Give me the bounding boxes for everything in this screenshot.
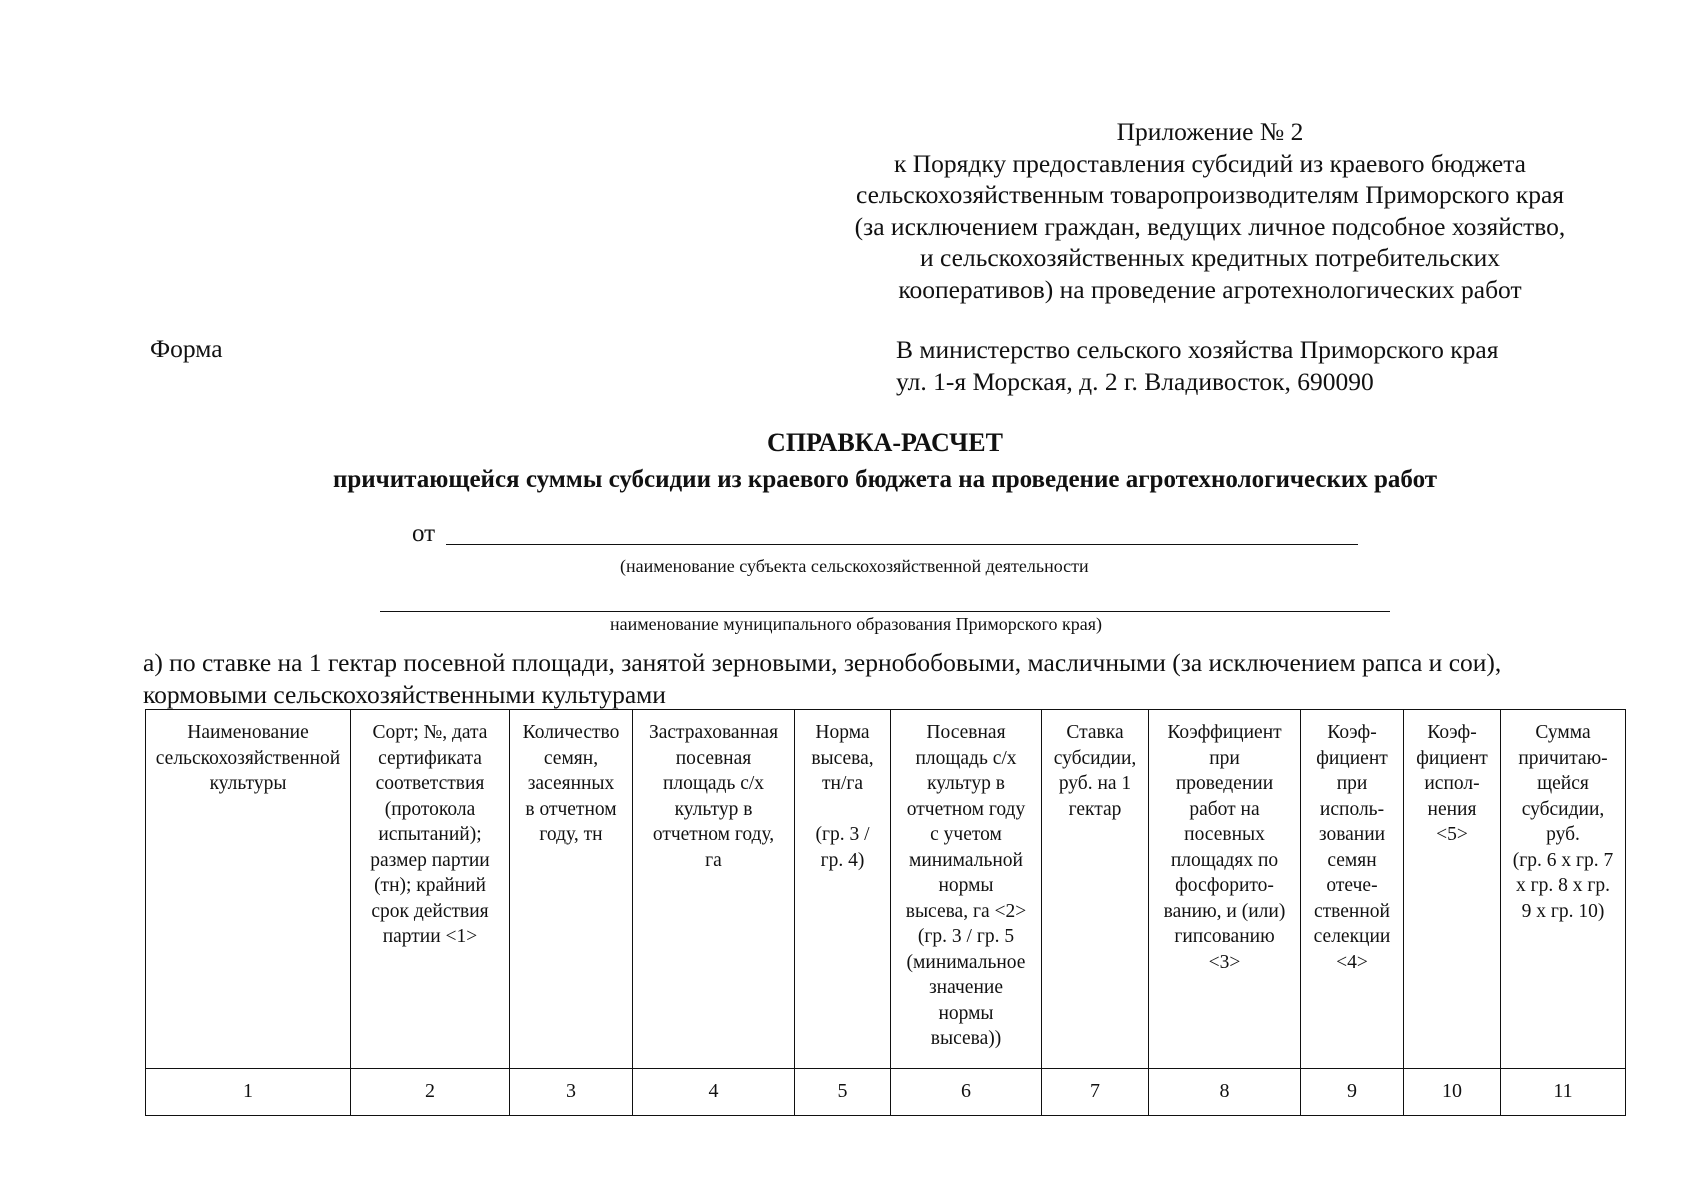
column-number-cell: 8 [1149, 1069, 1301, 1116]
header-cell-line: значение [928, 977, 1003, 998]
header-cell-line: посевная [675, 747, 752, 769]
header-cell-line: <5> [1436, 824, 1468, 845]
header-cell-line: нормы [938, 875, 994, 896]
header-cell-line: га [705, 849, 722, 871]
column-number-cell: 6 [891, 1069, 1042, 1116]
header-cell-line: с учетом [930, 824, 1002, 845]
header-cell-line: высева, [811, 747, 874, 769]
header-cell-line: х гр. 8 х гр. [1516, 875, 1610, 896]
header-cell-line: Посевная [926, 722, 1006, 743]
header-cell-line: (гр. 3 / [815, 824, 870, 845]
header-cell-line: <4> [1336, 951, 1368, 973]
header-cell-line: фициент [1416, 747, 1488, 769]
header-cell-line: площадь с/х [915, 747, 1017, 769]
header-cell-line: при [1209, 747, 1240, 769]
header-cell-line: руб. на 1 [1058, 773, 1132, 794]
header-cell-line: (минимальное [906, 951, 1026, 973]
header-cell-line: <3> [1208, 951, 1241, 973]
table-header-row [146, 710, 1626, 1069]
header-cell-line: культуры [209, 773, 287, 794]
header-cell-line: селекции [1313, 926, 1391, 947]
header-cell-line: семян, [543, 747, 599, 769]
header-cell-line: исполь- [1319, 798, 1385, 820]
header-cell-line: отече- [1326, 875, 1378, 896]
header-cell-line: отчетном году [906, 798, 1026, 820]
header-cell-line: соответствия [375, 773, 485, 794]
header-cell-line: ванию, и (или) [1163, 900, 1286, 922]
header-cell-line: проведении [1175, 773, 1274, 794]
header-cell-line: площадях по [1170, 849, 1279, 871]
header-cell-line: сертификата [378, 747, 482, 769]
column-number-cell: 2 [351, 1069, 510, 1116]
entity-name-line [446, 544, 1358, 545]
column-number-cell: 7 [1042, 1069, 1149, 1116]
appendix-line: Приложение № 2 [1116, 117, 1304, 146]
header-cell-line: руб. [1546, 824, 1580, 845]
header-cell-line: размер партии [370, 849, 490, 871]
header-cell-line: тн/га [821, 773, 864, 794]
header-cell-line: культур в [674, 798, 753, 820]
header-cell-line: сельскохозяйственной [155, 747, 341, 769]
header-cell-line: Наименование [187, 722, 309, 743]
header-cell-line: в отчетном [525, 798, 617, 820]
header-cell-line: (протокола [384, 798, 476, 820]
appendix-header [780, 116, 1640, 305]
header-cell [351, 710, 510, 1069]
header-cell [146, 710, 351, 1069]
header-cell-line: Застрахованная [648, 722, 779, 743]
column-number-cell: 4 [633, 1069, 795, 1116]
header-cell-line: семян [1327, 849, 1377, 871]
from-label: от [412, 520, 436, 547]
header-cell-line: высева)) [930, 1028, 1002, 1049]
column-number-cell: 9 [1301, 1069, 1404, 1116]
header-cell-line: Норма [815, 722, 870, 743]
header-cell-line: гипсованию [1174, 926, 1275, 947]
header-cell-line: срок действия [371, 900, 489, 922]
column-number-cell: 1 [146, 1069, 351, 1116]
document-subtitle: причитающейся суммы субсидии из краевого бюджета на проведение агротехнологических работ [332, 466, 1438, 493]
header-cell-line: щейся [1537, 773, 1589, 794]
appendix-line: (за исключением граждан, ведущих личное подсобное хозяйство, [854, 211, 1566, 241]
header-cell-line: минимальной [909, 849, 1023, 871]
document-title: СПРАВКА-РАСЧЕТ [767, 428, 1003, 457]
header-cell-line: культур в [927, 773, 1005, 794]
header-cell-line: Ставка [1066, 722, 1124, 743]
header-cell [891, 710, 1042, 1069]
header-cell-line: испол- [1424, 773, 1480, 794]
section-a-heading [143, 647, 1501, 711]
header-cell [1501, 710, 1626, 1069]
header-cell-line: Коэффициент [1167, 722, 1282, 743]
recipient-line-1: В министерство сельского хозяйства Приморского края [896, 335, 1499, 364]
header-cell [1404, 710, 1501, 1069]
header-cell-line: фосфорито- [1175, 875, 1274, 896]
header-cell-line: работ на [1189, 798, 1260, 820]
recipient-address [896, 334, 1498, 398]
header-cell-line: нормы [938, 1002, 994, 1024]
header-cell-line: нения [1427, 798, 1477, 820]
appendix-line: к Порядку предоставления субсидий из краевого бюджета [894, 148, 1526, 178]
column-number-cell: 3 [510, 1069, 633, 1116]
header-cell-line: гектар [1068, 798, 1122, 820]
header-cell [795, 710, 891, 1069]
header-cell [1149, 710, 1301, 1069]
header-cell-line: (гр. 3 / гр. 5 [917, 926, 1015, 947]
entity-name-caption: (наименование субъекта сельскохозяйственной деятельности [620, 556, 1089, 576]
header-cell-line: площадь с/х [662, 773, 765, 794]
column-number-cell: 10 [1404, 1069, 1501, 1116]
header-cell-line: зовании [1318, 824, 1386, 845]
header-cell-line: субсидии, [1521, 798, 1605, 820]
header-cell-line: причитаю- [1518, 747, 1608, 769]
header-cell-line: Количество [522, 722, 620, 743]
appendix-line: кооперативов) на проведение агротехнологических работ [898, 274, 1522, 304]
header-cell-line: засеянных [527, 773, 615, 794]
header-cell-line: высева, га <2> [905, 900, 1027, 922]
header-cell-line: Коэф- [1327, 722, 1377, 743]
header-cell-line: испытаний); [378, 824, 482, 845]
header-cell-line: посевных [1184, 824, 1265, 845]
section-a-line-2: кормовыми сельскохозяйственными культурами [143, 680, 666, 709]
header-cell-line: при [1336, 773, 1368, 794]
header-cell-line: отчетном году, [652, 824, 775, 845]
header-cell-line: (тн); крайний [374, 875, 486, 896]
header-cell-line: субсидии, [1053, 747, 1137, 769]
calculation-table [145, 709, 1626, 1116]
header-cell-line: (гр. 6 х гр. 7 [1512, 849, 1614, 871]
header-cell-line: Коэф- [1427, 722, 1477, 743]
header-cell-line: Сорт; №, дата [372, 722, 488, 743]
form-label: Форма [150, 334, 223, 363]
recipient-line-2: ул. 1-я Морская, д. 2 г. Владивосток, 690090 [896, 367, 1374, 396]
header-cell-line: ственной [1314, 900, 1390, 922]
header-cell-line: гр. 4) [820, 849, 865, 871]
appendix-line: и сельскохозяйственных кредитных потребительских [920, 243, 1500, 272]
header-cell-line: году, тн [539, 824, 603, 845]
header-cell [510, 710, 633, 1069]
column-number-cell: 11 [1501, 1069, 1626, 1116]
header-cell-line: 9 х гр. 10) [1521, 900, 1605, 922]
municipality-caption: наименование муниципального образования Приморского края) [610, 614, 1102, 634]
header-cell [1301, 710, 1404, 1069]
municipality-line [380, 611, 1390, 612]
appendix-line: сельскохозяйственным товаропроизводителям Приморского края [855, 180, 1565, 209]
header-cell [1042, 710, 1149, 1069]
header-cell-line: фициент [1316, 747, 1388, 769]
header-cell-line: партии <1> [382, 926, 478, 947]
header-cell-line: Сумма [1535, 722, 1591, 743]
column-number-cell: 5 [795, 1069, 891, 1116]
header-cell [633, 710, 795, 1069]
section-a-line-1: а) по ставке на 1 гектар посевной площади, занятой зерновыми, зернобобовыми, масличными (за исключением рапса и сои), [143, 648, 1502, 677]
header-cell-line [797, 797, 888, 823]
table-column-number-row [146, 1069, 1626, 1116]
